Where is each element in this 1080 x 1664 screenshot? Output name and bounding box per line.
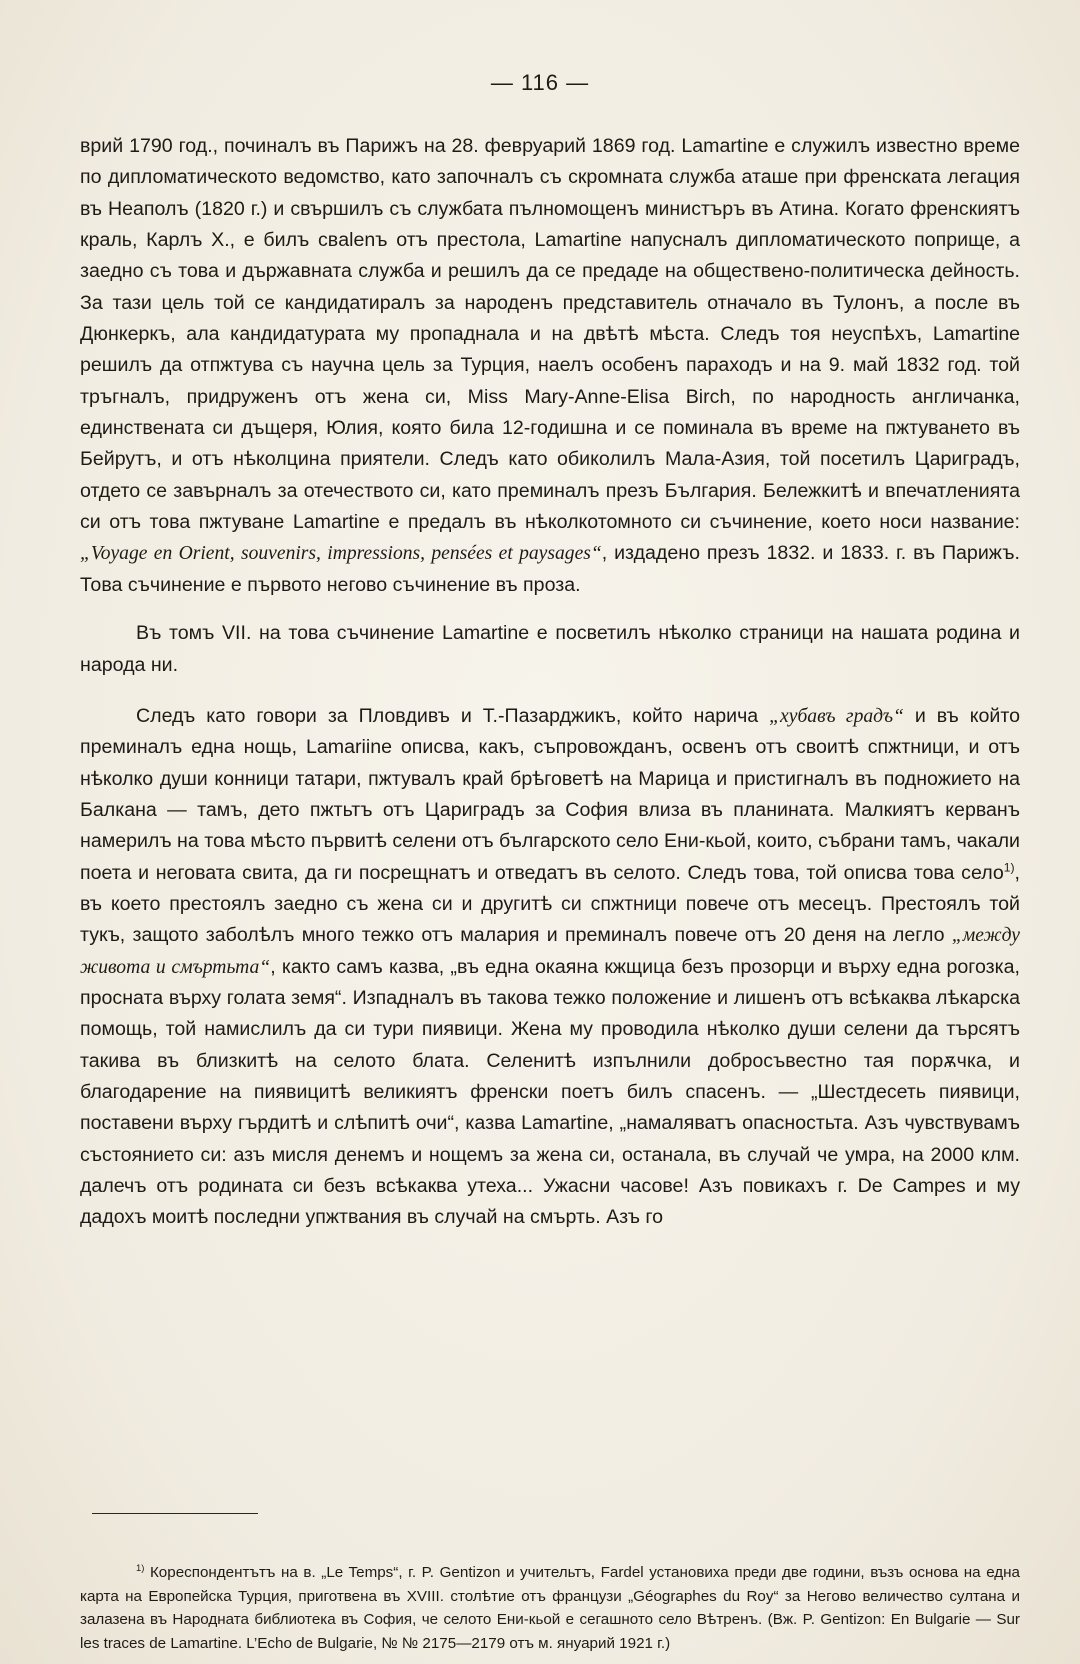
main-text	[80, 131, 1020, 1234]
book-title: „Voyage en Orient, souvenirs, impressions, pensées et paysages“	[80, 543, 602, 565]
paragraph-3	[80, 701, 1020, 1234]
footnote-divider	[92, 1513, 258, 1514]
paragraph-3-text-b: и въ който преминалъ една нощь, Lamariine описва, какъ, съпровожданъ, освенъ отъ своитѣ спжтници, и отъ нѣколко души конници татари, пжтувалъ край брѣговетѣ на Марица и пристигналъ въ подножието на Балкана — тамъ, дето пжтьтъ отъ Цариградъ за София влиза въ планината. Малкиятъ керванъ намерилъ на това мѣсто първитѣ селени отъ българското село Ени-кьой, които, събрани тамъ, чакали поета и неговата свита, да ги посрещнатъ и отведатъ въ селото. Следъ това, той описва това село	[80, 704, 1020, 884]
quoted-phrase-life-and-death: „между живота и смъртьта“	[80, 925, 1020, 978]
page-number: — 116 —	[490, 70, 590, 95]
paragraph-1	[80, 131, 1020, 601]
footnote-paragraph	[80, 1561, 1020, 1655]
footnote-reference: 1)	[1003, 860, 1015, 875]
paragraph-1-tail: , издадено презъ 1832. и 1833. г. въ Парижъ. Това съчинение е първото негово съчинение въ проза.	[80, 542, 1020, 596]
paragraph-3-text-d: , както самъ казва, „въ една окаяна кжщица безъ прозорци и върху една рогозка, просната върху голата земя“. Изпадналъ въ такова тежко положение и лишенъ отъ всѣкаква лѣкарска помощь, той намислилъ да си тури пиявици. Жена му проводила нѣколко души селени да търсятъ такива въ близкитѣ на селото блата. Селенитѣ изпълнили добросъвестно тая порѫчка, и благодарение на пиявицитѣ великиятъ френски поетъ билъ спасенъ. — „Шестдесеть пиявици, поставени върху гърдитѣ и слѣпитѣ очи“, казва Lamartine, „намаляватъ опасностьта. Азъ чувствувамъ състоянието си: азъ мисля денемъ и нощемъ за жена си, останала, въ случай че умра, на 2000 клм. далечъ отъ родината си безъ всѣкаква утеха... Ужасни часове! Азъ повикахъ г. De Campes и му дадохъ моитѣ последни упжтвания въ случай на смърть. Азъ го	[80, 955, 1020, 1229]
paragraph-2-text: Въ томъ VII. на това съчинение Lamartine е посветилъ нѣколко страници на нашата родина и народа ни.	[80, 622, 1020, 676]
footnote-text: Кореспондентътъ на в. „Le Temps“, г. P. Gentizon и учительтъ, Fardel установиха преди две години, възъ основа на една карта на Европейска Турция, приготвена въ XVIII. столѣтие отъ французи „Géographes du Roy“ за Негово величество султана и залазена въ Народната библиотека въ София, че селото Ени-кьой е сегашното село Вѣтренъ. (Вж. P. Gentizon: En Bulgarie — Sur les traces de Lamartine. L’Echo de Bulgarie, № № 2175—2179 отъ м. януарий 1921 г.)	[80, 1564, 1020, 1652]
paragraph-3-text-c: , въ което престоялъ заедно съ жена си и другитѣ си спжтници повече отъ месецъ. Престоялъ той тукъ, защото заболѣлъ много тежко отъ малария и преминалъ повече отъ 20 деня на легло	[80, 861, 1020, 947]
footnote	[80, 1561, 1020, 1655]
footnote-marker: 1)	[136, 1561, 145, 1573]
paragraph-3-text-a: Следъ като говори за Пловдивъ и Т.-Пазарджикъ, който нарича	[136, 704, 770, 727]
quoted-phrase-beautiful-city: „хубавъ градъ“	[769, 705, 904, 727]
paragraph-2	[80, 618, 1020, 681]
paragraph-1-text: врий 1790 год., починалъ въ Парижъ на 28. февруарий 1869 год. Lamartine е служилъ известно време по дипломатическото ведомство, като започналъ съ скромната служба аташе при френската легация въ Неаполъ (1820 г.) и свършилъ съ службата пълномощенъ министъръ въ Атина. Когато френскиятъ краль, Карлъ X., е билъ свalenъ отъ престола, Lamartine напусналъ дипломатическото поприще, а заедно съ това и държавната служба и решилъ да се предаде на обществено-политическа дейность. За тази цель той се кандидатиралъ за народенъ представитель отначало въ Тулонъ, а после въ Дюнкеркъ, ала кандидатурата му пропаднала и на двѣтѣ мѣста. Следъ тоя неуспѣхъ, Lamartine решилъ да отпжтува съ научна цель за Турция, наелъ особенъ параходъ и на 9. май 1832 год. той тръгналъ, придруженъ отъ жена си, Miss Mary-Anne-Elisa Birch, по народность англичанка, единствената си дъщеря, Юлия, която била 12-годишна и се поминала въ време на пжтуването въ Бейрутъ, и отъ нѣколцина приятели. Следъ като обиколилъ Мала-Азия, той посетилъ Цариградъ, отдето се завърналъ за отечеството си, като преминалъ презъ България. Бележкитѣ и впечатленията си отъ това пжтуване Lamartine е предалъ въ нѣколкотомното си съчинение, което носи название:	[80, 135, 1020, 534]
